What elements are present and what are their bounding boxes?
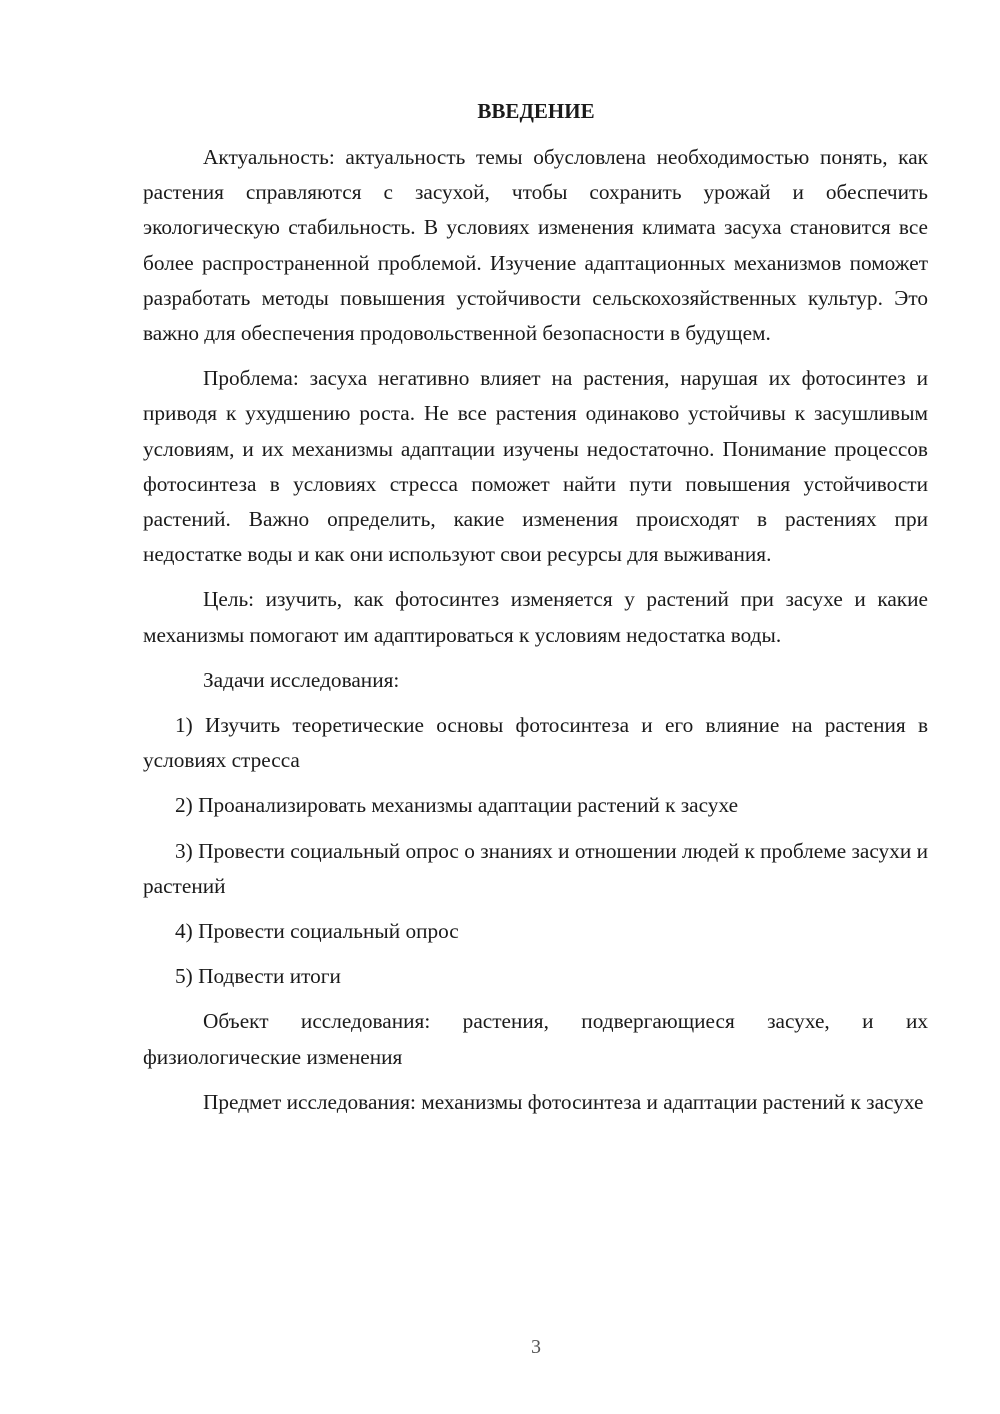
page-title: ВВЕДЕНИЕ: [477, 99, 595, 123]
paragraph-relevance: Актуальность: актуальность темы обусловлена необходимостью понять, как растения справляются с засухой, чтобы сохранить урожай и обеспечить экологическую стабильность. В условиях изменения климата засуха становится все более распространенной проблемой. Изучение адаптационных механизмов поможет разработать методы повышения устойчивости сельскохозяйственных культур. Это важно для обеспечения продовольственной безопасности в будущем.: [143, 145, 928, 346]
task-item: 4) Провести социальный опрос: [175, 919, 459, 944]
task-item: 5) Подвести итоги: [175, 964, 341, 989]
document-body: [143, 140, 928, 1130]
paragraph-goal: Цель: изучить, как фотосинтез изменяется у растений при засухе и какие механизмы помогают им адаптироваться к условиям недостатка воды.: [143, 587, 928, 647]
paragraph-problem: Проблема: засуха негативно влияет на растения, нарушая их фотосинтез и приводя к ухудшению роста. Не все растения одинаково устойчивы к засушливым условиям, и их механизмы адаптации изучены недостаточно. Понимание процессов фотосинтеза в условиях стресса поможет найти пути повышения устойчивости растений. Важно определить, какие изменения происходят в растениях при недостатке воды и как они используют свои ресурсы для выживания.: [143, 366, 928, 567]
paragraph-object: Объект исследования: растения, подвергающиеся засухе, и их физиологические изменения: [143, 1009, 928, 1069]
page-number: 3: [531, 1336, 541, 1358]
task-item: 3) Провести социальный опрос о знаниях и отношении людей к проблеме засухи и растений: [143, 838, 928, 898]
task-item: 1) Изучить теоретические основы фотосинтеза и его влияние на растения в условиях стресса: [143, 713, 928, 773]
paragraph-subject: Предмет исследования: механизмы фотосинтеза и адаптации растений к засухе: [203, 1089, 924, 1114]
paragraph-tasks-heading: Задачи исследования:: [203, 667, 400, 692]
task-item: 2) Проанализировать механизмы адаптации растений к засухе: [175, 793, 739, 818]
